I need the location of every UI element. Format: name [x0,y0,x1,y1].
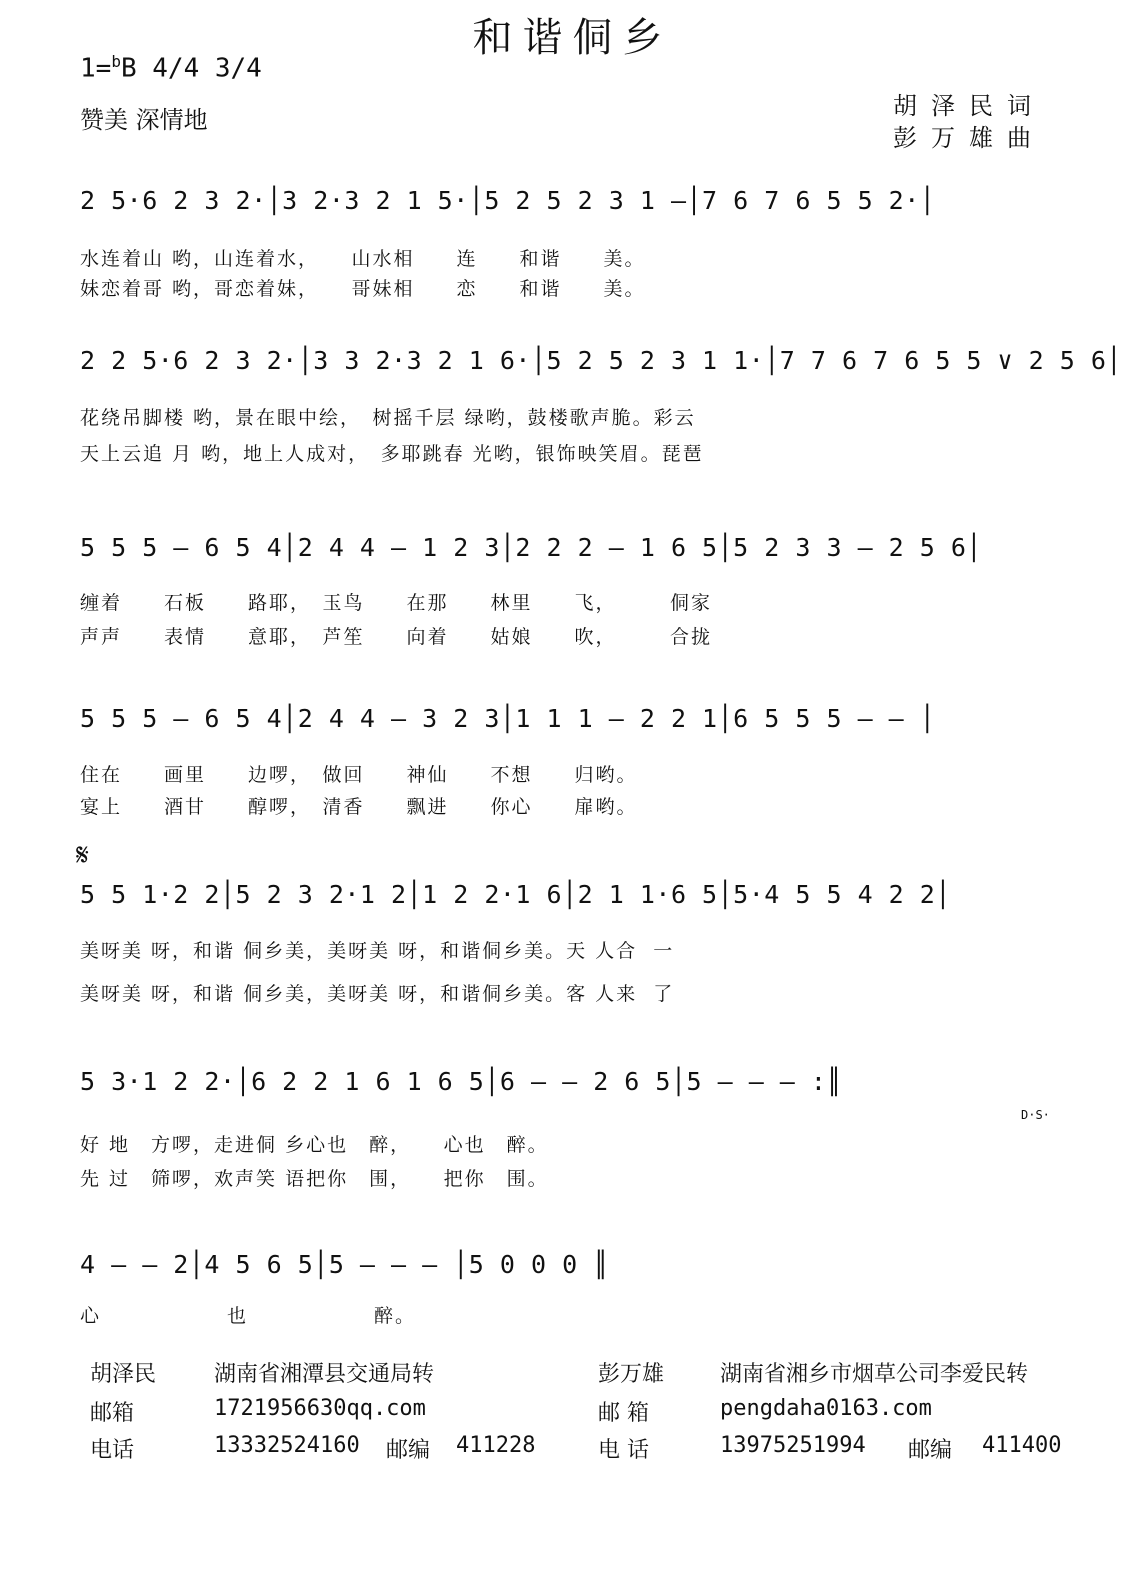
segno-sign: 𝄋 [76,838,89,873]
lyric-line-4-verse-2: 宴上 酒甘 醇啰， 清香 飘进 你心 扉哟。 [80,796,638,818]
lyric-line-5-verse-2: 美呀美 呀，和谐 侗乡美，美呀美 呀，和谐侗乡美。客 人来 了 [80,983,675,1005]
contact-composer-postcode: 411400 [982,1433,1062,1458]
contact-composer-email: pengdaha0163.com [720,1396,932,1421]
lyric-line-3-verse-1: 缠着 石板 路耶， 玉鸟 在那 林里 飞， 侗家 [80,592,713,614]
lyric-line-5-verse-1: 美呀美 呀，和谐 侗乡美，美呀美 呀，和谐侗乡美。天 人合 一 [80,940,675,962]
contact-composer-phone-label: 电 话 [598,1438,649,1463]
contact-lyricist-phone: 13332524160 [214,1433,360,1458]
contact-composer-address: 湖南省湘乡市烟草公司李爱民转 [720,1362,1029,1387]
composer-credit: 彭万雄曲 [893,124,1045,152]
tempo-marking: 赞美 深情地 [80,106,208,134]
lyric-line-2-verse-1: 花绕吊脚楼 哟，景在眼中绘， 树摇千层 绿哟，鼓楼歌声脆。彩云 [80,407,696,429]
contact-composer-phone: 13975251994 [720,1433,866,1458]
lyric-line-7: 心 也 醉。 [80,1305,417,1327]
contact-composer-postcode-label: 邮编 [908,1438,953,1463]
contact-lyricist-phone-label: 电话 [90,1438,135,1463]
contact-lyricist-postcode-label: 邮编 [386,1438,431,1463]
lyricist-credit: 胡泽民词 [893,92,1045,120]
lyric-line-1-verse-1: 水连着山 哟，山连着水， 山水相 连 和谐 美。 [80,248,646,270]
contact-lyricist-email-label: 邮箱 [90,1401,135,1426]
lyric-line-4-verse-1: 住在 画里 边啰， 做回 神仙 不想 归哟。 [80,764,638,786]
score-line-2: 2 2 5·6 2 3 2·│3 3 2·3 2 1 6·│5 2 5 2 3 1 1·│7 7 6 7 6 5 5 ∨ 2 5 6│ [80,346,1122,375]
contact-lyricist-email: 1721956630qq.com [214,1396,426,1421]
contact-composer-name: 彭万雄 [598,1362,665,1387]
score-line-1: 2 5·6 2 3 2·│3 2·3 2 1 5·│5 2 5 2 3 1 –│7 6 7 6 5 5 2·│ [80,186,936,215]
contact-lyricist-name: 胡泽民 [90,1362,157,1387]
contact-lyricist-postcode: 411228 [456,1433,536,1458]
score-line-4: 5 5 5 – 6 5 4│2 4 4 – 3 2 3│1 1 1 – 2 2 1│6 5 5 5 – – │ [80,704,936,733]
score-line-3: 5 5 5 – 6 5 4│2 4 4 – 1 2 3│2 2 2 – 1 6 5│5 2 3 3 – 2 5 6│ [80,533,982,562]
lyric-line-6-verse-1: 好 地 方啰，走进侗 乡心也 醉， 心也 醉。 [80,1134,549,1156]
contact-composer-email-label: 邮 箱 [598,1401,649,1426]
ds-marking: D·S· [1021,1108,1050,1122]
score-line-5: 5 5 1·2 2│5 2 3 2·1 2│1 2 2·1 6│2 1 1·6 5│5·4 5 5 4 2 2│ [80,880,951,909]
lyric-line-6-verse-2: 先 过 筛啰，欢声笑 语把你 围， 把你 围。 [80,1168,549,1190]
key-signature: 1=$^b$B 4/4 3/4 [80,52,262,84]
lyric-line-2-verse-2: 天上云追 月 哟，地上人成对， 多耶跳春 光哟，银饰映笑眉。琵琶 [80,443,704,465]
page-title: 和谐侗乡 [472,15,673,61]
score-line-7: 4 – – 2│4 5 6 5│5 – – – │5 0 0 0 ║ [80,1250,609,1279]
score-line-6: 5 3·1 2 2·│6 2 2 1 6 1 6 5│6 – – 2 6 5│5 – – – :║ [80,1067,843,1096]
lyric-line-3-verse-2: 声声 表情 意耶， 芦笙 向着 姑娘 吹， 合拢 [80,626,713,648]
lyric-line-1-verse-2: 妹恋着哥 哟，哥恋着妹， 哥妹相 恋 和谐 美。 [80,278,646,300]
contact-lyricist-address: 湖南省湘潭县交通局转 [214,1362,435,1387]
